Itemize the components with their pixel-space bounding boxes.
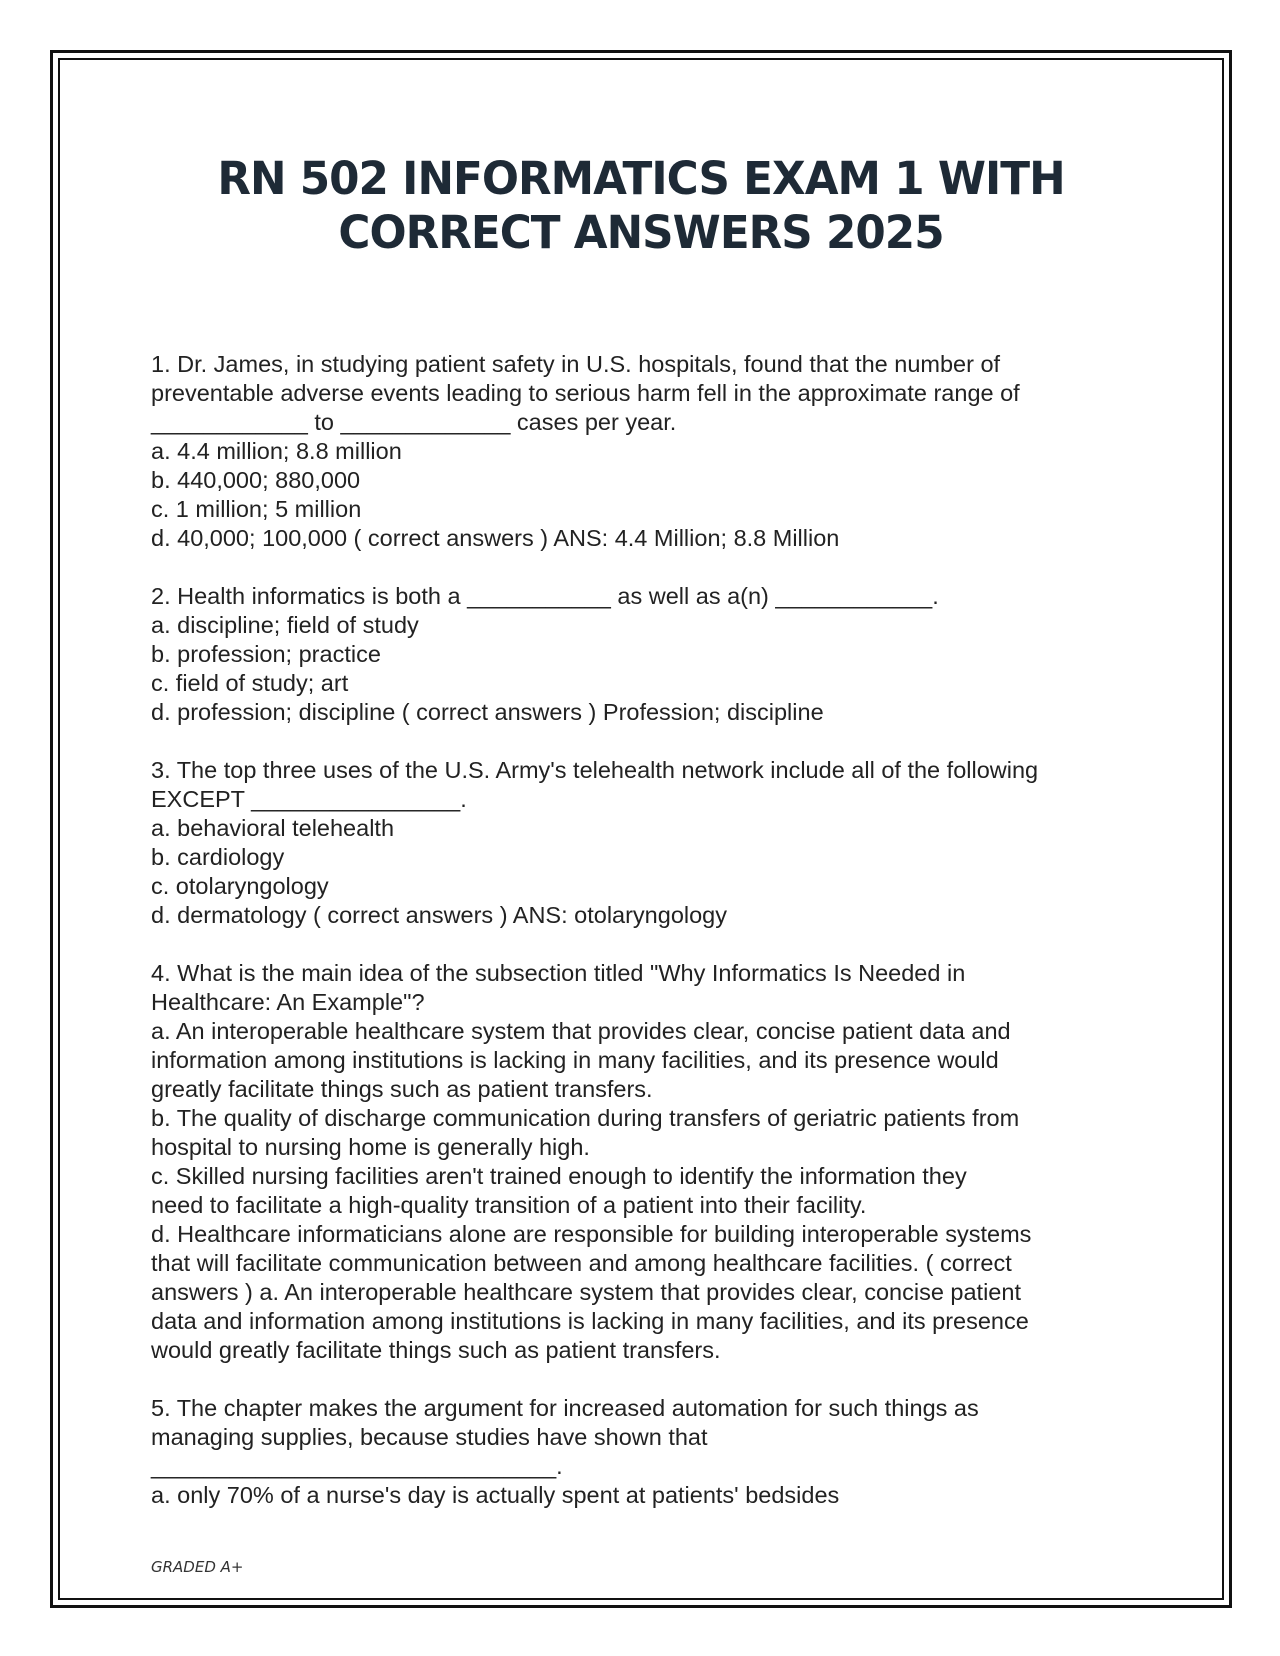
question-line: a. 4.4 million; 8.8 million	[151, 438, 402, 464]
question-line: EXCEPT ________________.	[151, 786, 467, 812]
question-line: data and information among institutions is lacking in many facilities, and its presence	[151, 1308, 1029, 1334]
question-block	[151, 350, 1161, 553]
question-line: answers ) a. An interoperable healthcare system that provides clear, concise patient	[151, 1279, 1021, 1305]
document-title	[77, 152, 1204, 260]
question-block	[151, 959, 1161, 1365]
title-line-1: RN 502 INFORMATICS EXAM 1 WITH	[217, 152, 1065, 205]
footer-grade: GRADED A+	[151, 1558, 244, 1576]
title-line-2: CORRECT ANSWERS 2025	[338, 206, 944, 259]
question-line: need to facilitate a high-quality transition of a patient into their facility.	[151, 1192, 867, 1218]
question-line: b. The quality of discharge communication during transfers of geriatric patients from	[151, 1105, 1020, 1131]
question-line: c. otolaryngology	[151, 873, 329, 899]
question-line: 1. Dr. James, in studying patient safety in U.S. hospitals, found that the number of	[151, 351, 1001, 377]
question-line: a. behavioral telehealth	[151, 815, 395, 841]
question-line: b. cardiology	[151, 844, 285, 870]
question-block	[151, 582, 1161, 727]
question-line: 2. Health informatics is both a ___________ as well as a(n) ____________.	[151, 583, 939, 609]
question-line: d. profession; discipline ( correct answers ) Profession; discipline	[151, 699, 824, 725]
question-line: managing supplies, because studies have shown that	[151, 1424, 708, 1450]
question-line: information among institutions is lacking in many facilities, and its presence would	[151, 1047, 999, 1073]
question-line: 4. What is the main idea of the subsection titled "Why Informatics Is Needed in	[151, 960, 966, 986]
question-block	[151, 756, 1161, 930]
question-line: d. Healthcare informaticians alone are responsible for building interoperable systems	[151, 1221, 1032, 1247]
question-line: greatly facilitate things such as patient transfers.	[151, 1076, 653, 1102]
question-line: d. 40,000; 100,000 ( correct answers ) ANS: 4.4 Million; 8.8 Million	[151, 525, 840, 551]
question-line: 5. The chapter makes the argument for increased automation for such things as	[151, 1395, 979, 1421]
question-line: c. field of study; art	[151, 670, 349, 696]
question-line: ____________ to _____________ cases per year.	[151, 409, 677, 435]
question-line: b. profession; practice	[151, 641, 381, 667]
question-line: 3. The top three uses of the U.S. Army's telehealth network include all of the following	[151, 757, 1039, 783]
question-line: that will facilitate communication between and among healthcare facilities. ( correct	[151, 1250, 1012, 1276]
question-line: _______________________________.	[151, 1453, 563, 1479]
question-line: b. 440,000; 880,000	[151, 467, 361, 493]
question-line: a. only 70% of a nurse's day is actually spent at patients' bedsides	[151, 1482, 840, 1508]
question-line: c. Skilled nursing facilities aren't trained enough to identify the information they	[151, 1163, 967, 1189]
question-line: hospital to nursing home is generally high.	[151, 1134, 590, 1160]
question-list	[151, 350, 1161, 1539]
question-line: a. discipline; field of study	[151, 612, 419, 638]
question-line: Healthcare: An Example"?	[151, 989, 425, 1015]
question-line: preventable adverse events leading to serious harm fell in the approximate range of	[151, 380, 1020, 406]
question-line: a. An interoperable healthcare system that provides clear, concise patient data and	[151, 1018, 1011, 1044]
question-line: c. 1 million; 5 million	[151, 496, 362, 522]
question-block	[151, 1394, 1161, 1510]
question-line: would greatly facilitate things such as patient transfers.	[151, 1337, 721, 1363]
question-line: d. dermatology ( correct answers ) ANS: otolaryngology	[151, 902, 728, 928]
